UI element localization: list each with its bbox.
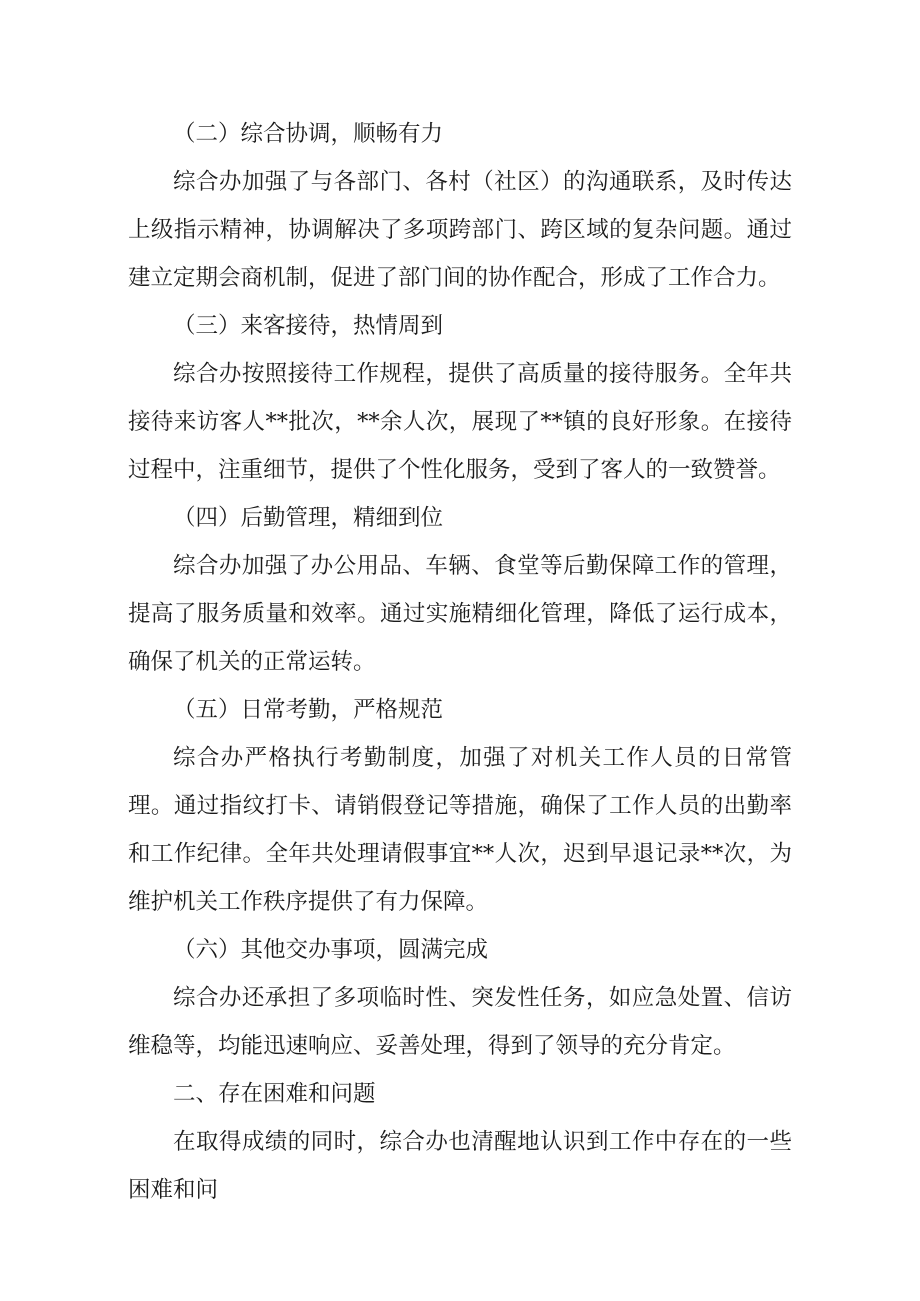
section-paragraph: 在取得成绩的同时，综合办也清醒地认识到工作中存在的一些困难和问 — [128, 1129, 792, 1203]
section-heading: （六）其他交办事项，圆满完成 — [173, 937, 489, 963]
section-paragraph: 综合办加强了办公用品、车辆、食堂等后勤保障工作的管理，提高了服务质量和效率。通过实施精细化管理，降低了运行成本，确保了机关的正常运转。 — [128, 553, 792, 675]
section-paragraph: 综合办严格执行考勤制度，加强了对机关工作人员的日常管理。通过指纹打卡、请销假登记等措施，确保了工作人员的出勤率和工作纪律。全年共处理请假事宜**人次，迟到早退记录**次，为维护机关工作秩序提供了有力保障。 — [128, 745, 792, 915]
section-heading: （二）综合协调，顺畅有力 — [173, 121, 444, 147]
section-paragraph: 综合办按照接待工作规程，提供了高质量的接待服务。全年共接待来访客人**批次，**余人次，展现了**镇的良好形象。在接待过程中，注重细节，提供了个性化服务，受到了客人的一致赞誉。 — [128, 361, 792, 483]
section-heading: （五）日常考勤，严格规范 — [173, 697, 444, 723]
document-body — [128, 110, 792, 1214]
section-paragraph: 综合办还承担了多项临时性、突发性任务，如应急处置、信访维稳等，均能迅速响应、妥善处理，得到了领导的充分肯定。 — [128, 985, 792, 1059]
section-heading: （四）后勤管理，精细到位 — [173, 505, 444, 531]
section-heading: （三）来客接待，热情周到 — [173, 313, 444, 339]
section-paragraph: 综合办加强了与各部门、各村（社区）的沟通联系，及时传达上级指示精神，协调解决了多项跨部门、跨区域的复杂问题。通过建立定期会商机制，促进了部门间的协作配合，形成了工作合力。 — [128, 169, 792, 291]
section-heading: 二、存在困难和问题 — [173, 1081, 376, 1107]
